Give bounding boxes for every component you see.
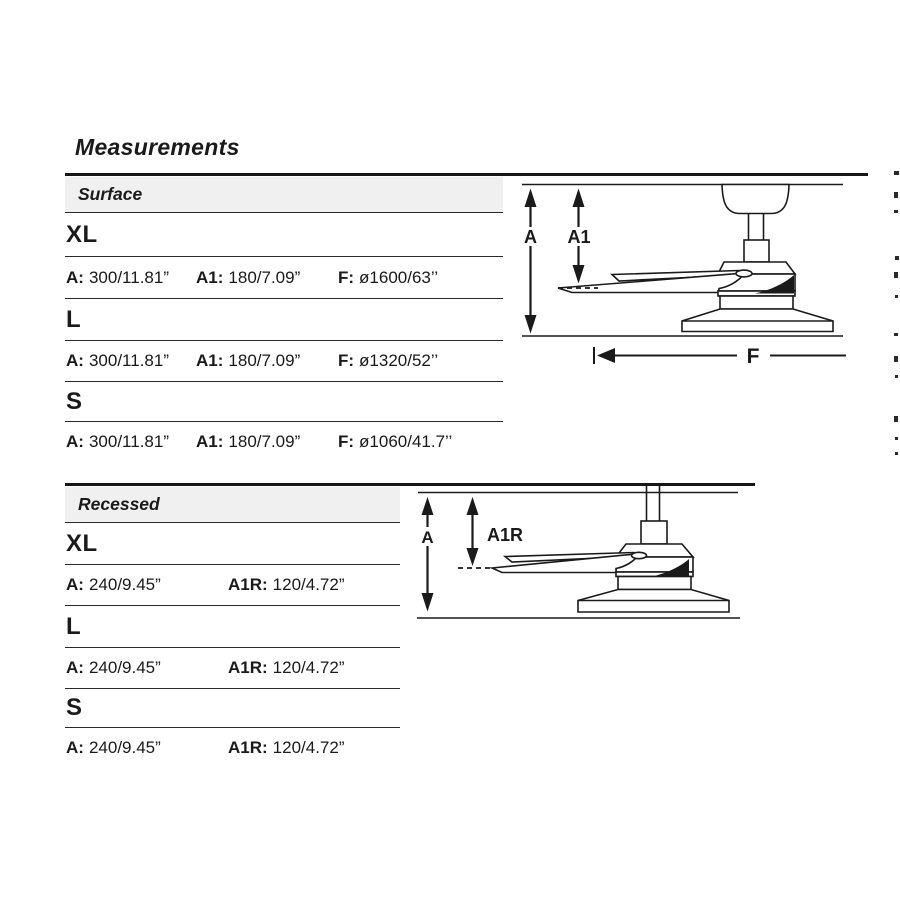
recessed-header-label: Recessed bbox=[78, 493, 160, 514]
fan-blade-hub bbox=[736, 270, 752, 277]
size-label: XL bbox=[66, 220, 98, 248]
arrowhead-down-icon bbox=[422, 593, 434, 612]
arrowhead-down-icon bbox=[467, 548, 479, 566]
dimension-f bbox=[594, 345, 846, 368]
fan-blade-hub bbox=[632, 552, 647, 558]
surface-mount-diagram bbox=[500, 165, 900, 380]
fan-canopy bbox=[722, 185, 789, 214]
spec-a: A: 240/9.45” bbox=[66, 575, 161, 594]
size-label: S bbox=[66, 387, 83, 415]
arrowhead-up-icon bbox=[525, 189, 537, 208]
size-label: S bbox=[66, 694, 83, 721]
recessed-table-header bbox=[65, 487, 400, 524]
surface-header-label: Surface bbox=[78, 183, 143, 204]
arrowhead-down-icon bbox=[573, 265, 585, 284]
arrowhead-left-icon bbox=[597, 348, 615, 363]
dim-label-a1r: A1R bbox=[487, 525, 524, 545]
fan-coupler bbox=[641, 521, 667, 544]
spec-a1r: A1R: 120/4.72” bbox=[228, 658, 345, 677]
dimension-a bbox=[417, 497, 438, 612]
surface-specs-l bbox=[65, 341, 503, 382]
size-label: XL bbox=[66, 529, 98, 557]
recessed-specs-xl bbox=[65, 565, 400, 606]
recessed-table bbox=[65, 487, 400, 769]
surface-table-header bbox=[65, 177, 503, 214]
spec-a: A: 300/11.81” bbox=[66, 432, 169, 451]
fan-coupler bbox=[744, 240, 769, 262]
spec-f: F: ø1600/63’’ bbox=[338, 267, 439, 287]
surface-size-s bbox=[65, 382, 503, 422]
size-label: L bbox=[66, 305, 82, 333]
recessed-specs-l bbox=[65, 648, 400, 689]
recessed-size-s bbox=[65, 689, 400, 728]
surface-size-xl bbox=[65, 213, 503, 257]
recessed-mount-diagram bbox=[408, 473, 758, 628]
arrowhead-up-icon bbox=[422, 497, 434, 515]
page-title: Measurements bbox=[75, 134, 240, 160]
dimension-a bbox=[519, 189, 542, 334]
surface-size-l bbox=[65, 299, 503, 341]
recessed-size-xl bbox=[65, 523, 400, 565]
surface-table bbox=[65, 177, 503, 463]
arrowhead-up-icon bbox=[573, 189, 585, 208]
spec-a1: A1: 180/7.09” bbox=[196, 351, 301, 370]
dim-label-a1: A1 bbox=[567, 227, 591, 247]
dim-label-f: F bbox=[746, 345, 760, 368]
spec-a: A: 300/11.81” bbox=[66, 267, 169, 287]
recessed-specs-s bbox=[65, 728, 400, 768]
recessed-size-l bbox=[65, 606, 400, 648]
spec-a: A: 240/9.45” bbox=[66, 658, 161, 677]
surface-specs-xl bbox=[65, 257, 503, 299]
surface-specs-s bbox=[65, 422, 503, 462]
spec-f: F: ø1060/41.7’’ bbox=[338, 432, 453, 451]
spec-a: A: 240/9.45” bbox=[66, 738, 161, 757]
arrowhead-up-icon bbox=[467, 497, 479, 515]
size-label: L bbox=[66, 612, 82, 640]
spec-a1: A1: 180/7.09” bbox=[196, 432, 301, 451]
spec-a: A: 300/11.81” bbox=[66, 351, 169, 370]
spec-f: F: ø1320/52’’ bbox=[338, 351, 439, 370]
spec-a1r: A1R: 120/4.72” bbox=[228, 738, 345, 757]
spec-a1: A1: 180/7.09” bbox=[196, 267, 301, 287]
dimension-a1 bbox=[561, 189, 596, 284]
arrowhead-down-icon bbox=[525, 315, 537, 334]
dim-label-a: A bbox=[524, 227, 537, 247]
dim-label-a: A bbox=[421, 528, 434, 547]
spec-a1r: A1R: 120/4.72” bbox=[228, 575, 345, 594]
